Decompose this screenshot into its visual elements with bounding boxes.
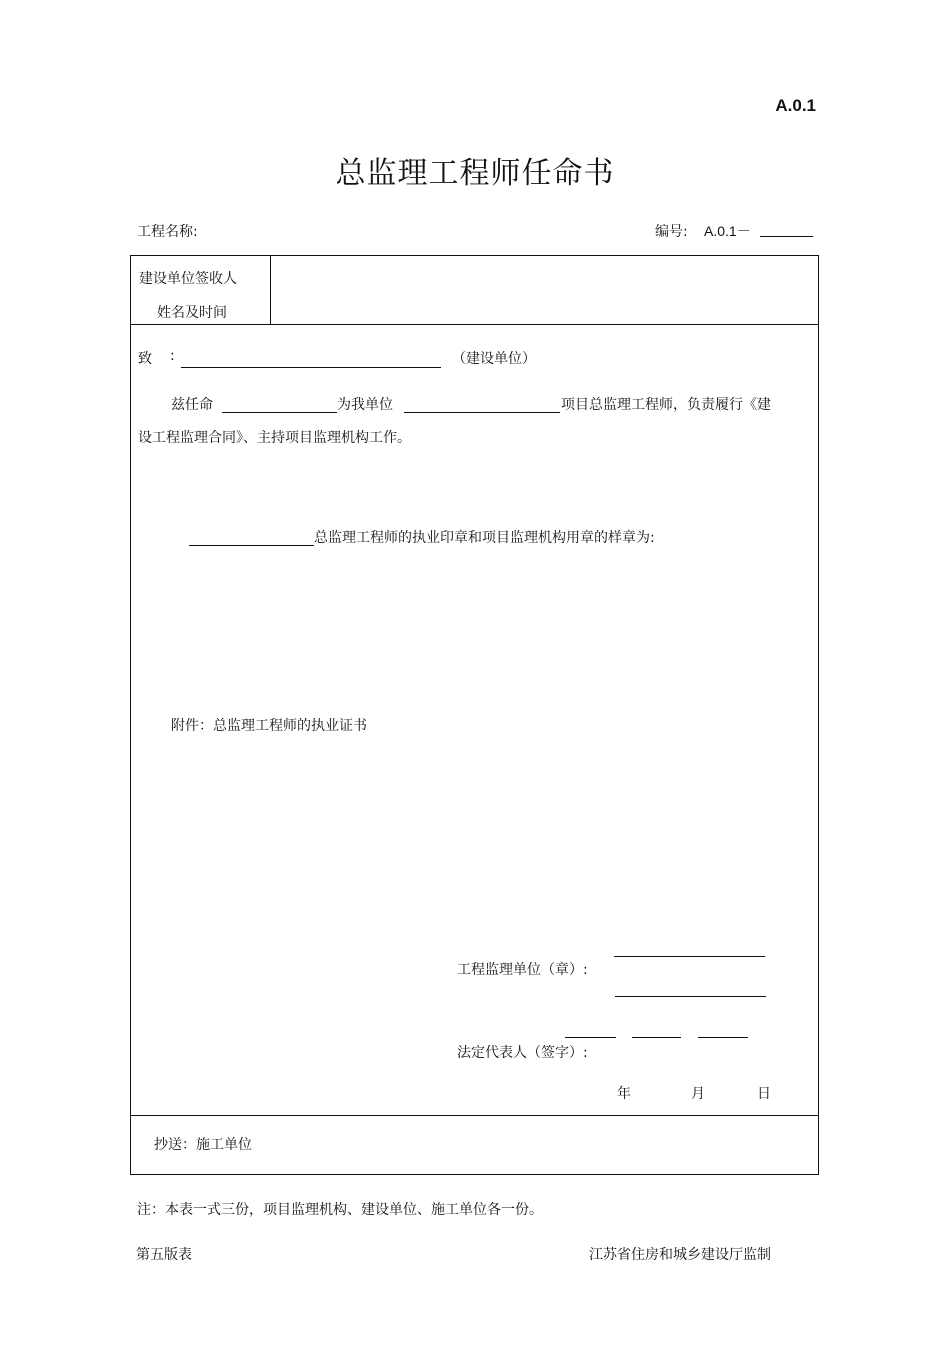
row-divider-top (131, 324, 818, 325)
receiver-label-line1: 建设单位签收人 (139, 271, 237, 287)
appoint-suffix: 项目总监理工程师，负责履行《建 (561, 397, 771, 413)
attachment-text: 附件：总监理工程师的执业证书 (171, 718, 367, 734)
footer-issuer: 江苏省住房和城乡建设厅监制 (589, 1247, 771, 1263)
form-code: A.0.1 (775, 96, 816, 115)
to-colon: : (170, 348, 175, 364)
day-blank[interactable] (698, 1037, 748, 1038)
engineer-name-blank[interactable] (222, 412, 337, 413)
year-blank[interactable] (565, 1037, 616, 1038)
appoint-line2: 设工程监理合同》、主持项目监理机构工作。 (138, 430, 411, 446)
month-blank[interactable] (632, 1037, 681, 1038)
number-blank[interactable] (760, 236, 813, 237)
receiver-field[interactable] (272, 258, 817, 322)
supervisor-unit-label: 工程监理单位（章）: (457, 962, 588, 978)
date-year: 年 (617, 1086, 631, 1102)
date-month: 月 (691, 1086, 705, 1102)
date-day: 日 (757, 1086, 771, 1102)
cc-label: 抄送：施工单位 (154, 1137, 252, 1153)
row-divider-bottom (131, 1115, 818, 1116)
to-label: 致 (138, 351, 152, 367)
receiver-label-line2: 姓名及时间 (157, 305, 227, 321)
footer-note: 注：本表一式三份，项目监理机构、建设单位、施工单位各一份。 (137, 1202, 543, 1218)
legal-rep-label: 法定代表人（签字）: (457, 1045, 588, 1061)
footer-edition: 第五版表 (136, 1247, 192, 1263)
receiver-cell-divider (270, 256, 271, 325)
appoint-mid: 为我单位 (337, 397, 393, 413)
document-title: 总监理工程师任命书 (335, 156, 615, 191)
client-unit-blank[interactable] (181, 367, 441, 368)
to-suffix: （建设单位） (452, 351, 536, 367)
seal-engineer-blank[interactable] (189, 545, 314, 546)
seal-text: 总监理工程师的执业印章和项目监理机构用章的样章为: (314, 530, 655, 546)
appoint-prefix: 兹任命 (171, 397, 213, 413)
supervisor-unit-blank-2[interactable] (615, 996, 766, 997)
number-label: 编号: (655, 224, 688, 240)
project-blank[interactable] (404, 412, 560, 413)
project-name-label: 工程名称: (137, 224, 198, 240)
number-prefix: A.0.1－ (704, 223, 751, 239)
supervisor-unit-blank-1[interactable] (614, 956, 765, 957)
